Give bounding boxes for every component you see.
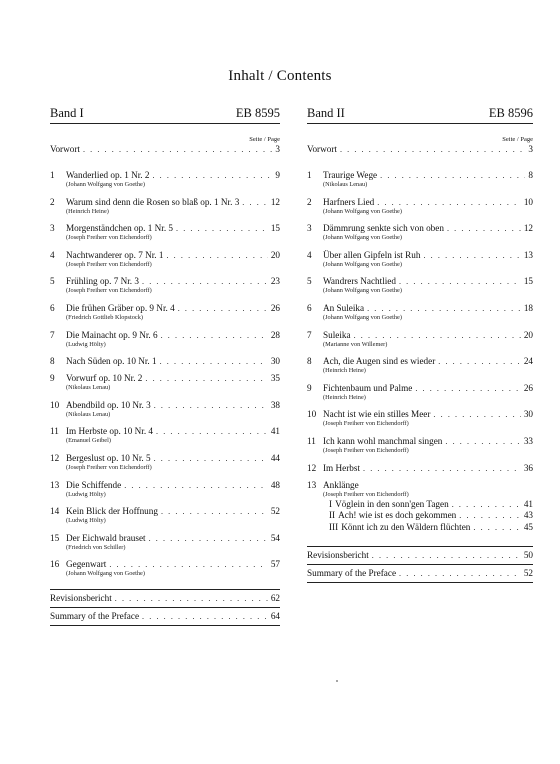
leader-dots [142, 276, 268, 287]
leader-dots [452, 499, 521, 511]
leader-dots [380, 170, 525, 181]
entry-title: Ach, die Augen sind es wieder [323, 356, 436, 367]
entry-number: 8 [307, 356, 312, 367]
vorwort-label: Vorwort [50, 144, 80, 154]
summary-label: Summary of the Preface [50, 611, 140, 622]
entry-page: 33 [523, 435, 533, 446]
entry-author: (Friedrich Gottlieb Klopstock) [66, 313, 143, 321]
entry-author: (Johann Wolfgang von Goethe) [66, 570, 145, 578]
entry-author: (Ludwig Hölty) [66, 517, 106, 525]
toc-entry [307, 250, 533, 277]
leader-dots [149, 533, 268, 544]
entry-author: (Marianne von Willemer) [323, 340, 388, 348]
entry-author: (Heinrich Heine) [66, 207, 109, 215]
entry-number: 5 [307, 276, 312, 287]
toc-entry [50, 223, 280, 250]
entry-page: 13 [523, 249, 533, 260]
entry-author: (Johann Wolfgang von Goethe) [66, 181, 145, 188]
entry-page: 28 [270, 329, 280, 340]
entry-title: Traurige Wege [323, 170, 378, 180]
sub-page: 41 [523, 498, 533, 509]
summary-label: Summary of the Preface [307, 567, 397, 578]
entry-author: (Heinrich Heine) [323, 393, 366, 401]
revisionsbericht-page: 62 [270, 593, 280, 604]
vorwort-row [50, 144, 280, 155]
band-1-column [50, 106, 280, 626]
sub-roman: III [329, 521, 339, 532]
entry-author: (Joseph Freiherr von Eichendorff) [323, 490, 409, 498]
entry-number: 6 [50, 302, 55, 313]
entry-title: Nacht ist wie ein stilles Meer [323, 409, 431, 420]
leader-dots [399, 568, 521, 579]
summary-row [307, 565, 533, 582]
entry-number: 14 [50, 506, 60, 517]
entry-number: 9 [307, 382, 312, 393]
band-2-appendix [307, 546, 533, 583]
vorwort-row [307, 144, 533, 155]
entry-page: 9 [275, 170, 280, 180]
toc-entry [50, 453, 280, 480]
seite-page-label: Seite / Page [502, 136, 533, 143]
leader-dots [473, 522, 520, 534]
entry-title: Abendbild op. 10 Nr. 3 [66, 399, 151, 410]
entry-page: 38 [270, 399, 280, 410]
entry-page: 41 [270, 426, 280, 437]
entry-title: An Suleika [323, 302, 365, 313]
entry-author: (Joseph Freiherr von Eichendorff) [66, 463, 152, 471]
entry-title: Anklänge [323, 479, 359, 490]
leader-dots [145, 373, 267, 384]
entry-page: 26 [270, 302, 280, 313]
entry-author: (Emanuel Geibel) [66, 437, 111, 445]
entry-number: 4 [307, 249, 312, 260]
entry-page: 18 [523, 302, 533, 313]
entry-title: Ich kann wohl manchmal singen [323, 435, 443, 446]
entry-title: Im Herbst [323, 462, 360, 473]
sub-page: 43 [523, 510, 533, 521]
entry-author: (Joseph Freiherr von Eichendorff) [66, 287, 152, 295]
toc-entry [307, 170, 533, 197]
sub-title: Vöglein in den sonn'gen Tagen [335, 498, 449, 509]
entry-number: 16 [50, 559, 60, 570]
toc-entry [50, 170, 280, 197]
summary-page: 52 [523, 567, 533, 578]
toc-entry [307, 436, 533, 463]
sub-title: Könnt ich zu den Wäldern flüchten [341, 521, 471, 532]
entry-page: 30 [270, 356, 280, 367]
entry-page: 52 [270, 506, 280, 517]
leader-dots [367, 303, 521, 314]
sub-entry [323, 499, 533, 511]
entry-number: 9 [50, 373, 55, 384]
toc-entry [50, 373, 280, 400]
leader-dots [154, 400, 268, 411]
band-1-header [50, 106, 280, 124]
entry-page: 12 [523, 223, 533, 234]
revisionsbericht-label: Revisionsbericht [307, 549, 369, 560]
entry-title: Morgenständchen op. 1 Nr. 5 [66, 223, 174, 234]
entry-title: Nachtwanderer op. 7 Nr. 1 [66, 249, 164, 260]
leader-dots [154, 453, 268, 464]
leader-dots [166, 250, 267, 261]
toc-entry [307, 356, 533, 383]
entry-page: 26 [523, 382, 533, 393]
leader-dots [340, 144, 525, 155]
entry-title: Dämmrung senkte sich von oben [323, 223, 444, 234]
entry-page: 15 [523, 276, 533, 287]
leader-dots [115, 593, 268, 604]
leader-dots [423, 250, 520, 261]
entry-title: Bergeslust op. 10 Nr. 5 [66, 452, 151, 463]
entry-number: 3 [307, 223, 312, 234]
entry-title: Wanderlied op. 1 Nr. 2 [66, 170, 150, 180]
entry-page: 36 [523, 462, 533, 473]
sub-entry [323, 510, 533, 522]
entry-author: (Johann Wolfgang von Goethe) [323, 207, 402, 215]
entry-author: (Joseph Freiherr von Eichendorff) [323, 446, 409, 454]
toc-entry [50, 303, 280, 330]
leader-dots [377, 197, 521, 208]
toc-entry [50, 426, 280, 453]
toc-entry [50, 276, 280, 303]
entry-author: (Joseph Freiherr von Eichendorff) [66, 234, 152, 242]
entry-page: 48 [270, 479, 280, 490]
entry-page: 12 [270, 196, 280, 207]
entry-number: 3 [50, 223, 55, 234]
leader-dots [156, 426, 268, 437]
revisionsbericht-row [50, 590, 280, 607]
toc-entry [307, 223, 533, 250]
entry-number: 13 [50, 479, 60, 490]
entry-page: 23 [270, 276, 280, 287]
leader-dots [242, 197, 268, 208]
entry-page: 20 [270, 249, 280, 260]
toc-entry [50, 559, 280, 589]
toc-entry [307, 303, 533, 330]
entry-title: Der Eichwald brauset [66, 532, 146, 543]
toc-entry [307, 409, 533, 436]
entry-title: Nach Süden op. 10 Nr. 1 [66, 356, 157, 367]
band-2-header [307, 106, 533, 124]
entry-number: 6 [307, 302, 312, 313]
entry-author: (Nikolaus Lenau) [66, 410, 111, 418]
leader-dots [447, 223, 521, 234]
toc-entry [50, 356, 280, 373]
leader-dots [372, 550, 521, 561]
toc-entry [50, 197, 280, 224]
band-1-appendix [50, 589, 280, 626]
entry-author: (Joseph Freiherr von Eichendorff) [323, 420, 409, 428]
speck-mark [336, 680, 338, 682]
leader-dots [152, 170, 272, 181]
summary-page: 64 [270, 611, 280, 622]
leader-dots [83, 144, 272, 155]
entry-author: (Johann Wolfgang von Goethe) [323, 234, 402, 242]
entry-number: 11 [307, 435, 316, 446]
entry-number: 1 [50, 170, 55, 180]
entry-author: (Joseph Freiherr von Eichendorff) [66, 260, 152, 268]
entry-page: 10 [523, 196, 533, 207]
entry-number: 13 [307, 479, 317, 490]
band-2-code: EB 8596 [488, 106, 533, 120]
toc-entry [50, 330, 280, 357]
entry-number: 12 [307, 462, 317, 473]
toc-entry [307, 276, 533, 303]
leader-dots [161, 330, 268, 341]
sub-page: 45 [523, 521, 533, 532]
toc-entry [50, 533, 280, 560]
toc-entry [50, 506, 280, 533]
entry-author: (Nikolaus Lenau) [66, 384, 111, 392]
leader-dots [415, 383, 521, 394]
entry-author: (Johann Wolfgang von Goethe) [323, 260, 402, 268]
entry-page: 15 [270, 223, 280, 234]
toc-entry [307, 463, 533, 480]
entry-author: (Heinrich Heine) [323, 367, 366, 375]
toc-entry [307, 330, 533, 357]
leader-dots [176, 223, 268, 234]
leader-dots [142, 611, 268, 622]
summary-row [50, 608, 280, 625]
entry-title: Die Schiffende [66, 479, 122, 490]
toc-entry [307, 197, 533, 224]
entry-title: Suleika [323, 329, 351, 340]
entry-title: Harfners Lied [323, 196, 375, 207]
entry-title: Kein Blick der Hoffnung [66, 506, 158, 517]
leader-dots [433, 409, 520, 420]
entry-title: Die frühen Gräber op. 9 Nr. 4 [66, 302, 175, 313]
entry-page: 24 [523, 356, 533, 367]
entry-page: 20 [523, 329, 533, 340]
entry-title: Fichtenbaum und Palme [323, 382, 413, 393]
band-1-name: Band I [50, 106, 84, 120]
entry-page: 35 [270, 373, 280, 384]
vorwort-label: Vorwort [307, 144, 337, 154]
leader-dots [160, 356, 268, 367]
divider-rule [307, 582, 533, 583]
band-2-column [307, 106, 533, 583]
toc-entry [50, 480, 280, 507]
band-2-name: Band II [307, 106, 345, 120]
entry-number: 1 [307, 170, 312, 180]
sub-entry [323, 522, 533, 534]
entry-title: Gegenwart [66, 559, 107, 570]
entry-page: 54 [270, 532, 280, 543]
entry-author: (Friedrich von Schiller) [66, 543, 126, 551]
divider-rule [50, 625, 280, 626]
entry-number: 2 [50, 196, 55, 207]
sub-title: Ach! wie ist es doch gekommen [338, 510, 457, 521]
band-1-code: EB 8595 [235, 106, 280, 120]
entry-number: 7 [307, 329, 312, 340]
revisionsbericht-page: 50 [523, 549, 533, 560]
entry-title: Vorwurf op. 10 Nr. 2 [66, 373, 143, 384]
toc-entry-anklaenge [307, 480, 533, 546]
leader-dots [399, 276, 521, 287]
entry-author: (Ludwig Hölty) [66, 340, 106, 348]
entry-author: (Ludwig Hölty) [66, 490, 106, 498]
entry-page: 57 [270, 559, 280, 570]
leader-dots [459, 510, 521, 522]
revisionsbericht-label: Revisionsbericht [50, 593, 112, 604]
entry-title: Warum sind denn die Rosen so blaß op. 1 Nr. 3 [66, 196, 240, 207]
entry-number: 10 [307, 409, 317, 420]
entry-title: Im Herbste op. 10 Nr. 4 [66, 426, 154, 437]
entry-page: 44 [270, 452, 280, 463]
leader-dots [363, 463, 521, 474]
page-title: Inhalt / Contents [228, 68, 332, 84]
entry-number: 12 [50, 452, 60, 463]
entry-number: 10 [50, 399, 60, 410]
vorwort-page: 3 [528, 144, 533, 154]
toc-entry [50, 250, 280, 277]
toc-entry [50, 400, 280, 427]
band-2-entries [307, 170, 533, 546]
entry-title: Frühling op. 7 Nr. 3 [66, 276, 139, 287]
entry-title: Über allen Gipfeln ist Ruh [323, 249, 421, 260]
entry-number: 4 [50, 249, 55, 260]
entry-author: (Johann Wolfgang von Goethe) [323, 313, 402, 321]
band-1-entries [50, 170, 280, 589]
vorwort-page: 3 [275, 144, 280, 154]
revisionsbericht-row [307, 547, 533, 564]
entry-number: 7 [50, 329, 55, 340]
leader-dots [445, 436, 520, 447]
leader-dots [124, 480, 268, 491]
entry-number: 11 [50, 426, 59, 437]
leader-dots [438, 356, 521, 367]
toc-entry [307, 383, 533, 410]
leader-dots [161, 506, 268, 517]
sub-roman: I [329, 498, 333, 509]
entry-page: 8 [528, 170, 533, 180]
leader-dots [178, 303, 268, 314]
entry-number: 2 [307, 196, 312, 207]
seite-page-label: Seite / Page [249, 136, 280, 143]
leader-dots [354, 330, 521, 341]
entry-author: (Nikolaus Lenau) [323, 181, 368, 188]
entry-number: 8 [50, 356, 55, 367]
entry-page: 30 [523, 409, 533, 420]
leader-dots [109, 559, 268, 570]
entry-number: 5 [50, 276, 55, 287]
sub-roman: II [329, 510, 336, 521]
entry-title: Wandrers Nachtlied [323, 276, 396, 287]
entry-author: (Johann Wolfgang von Goethe) [323, 287, 402, 295]
entry-number: 15 [50, 532, 60, 543]
entry-title: Die Mainacht op. 9 Nr. 6 [66, 329, 158, 340]
